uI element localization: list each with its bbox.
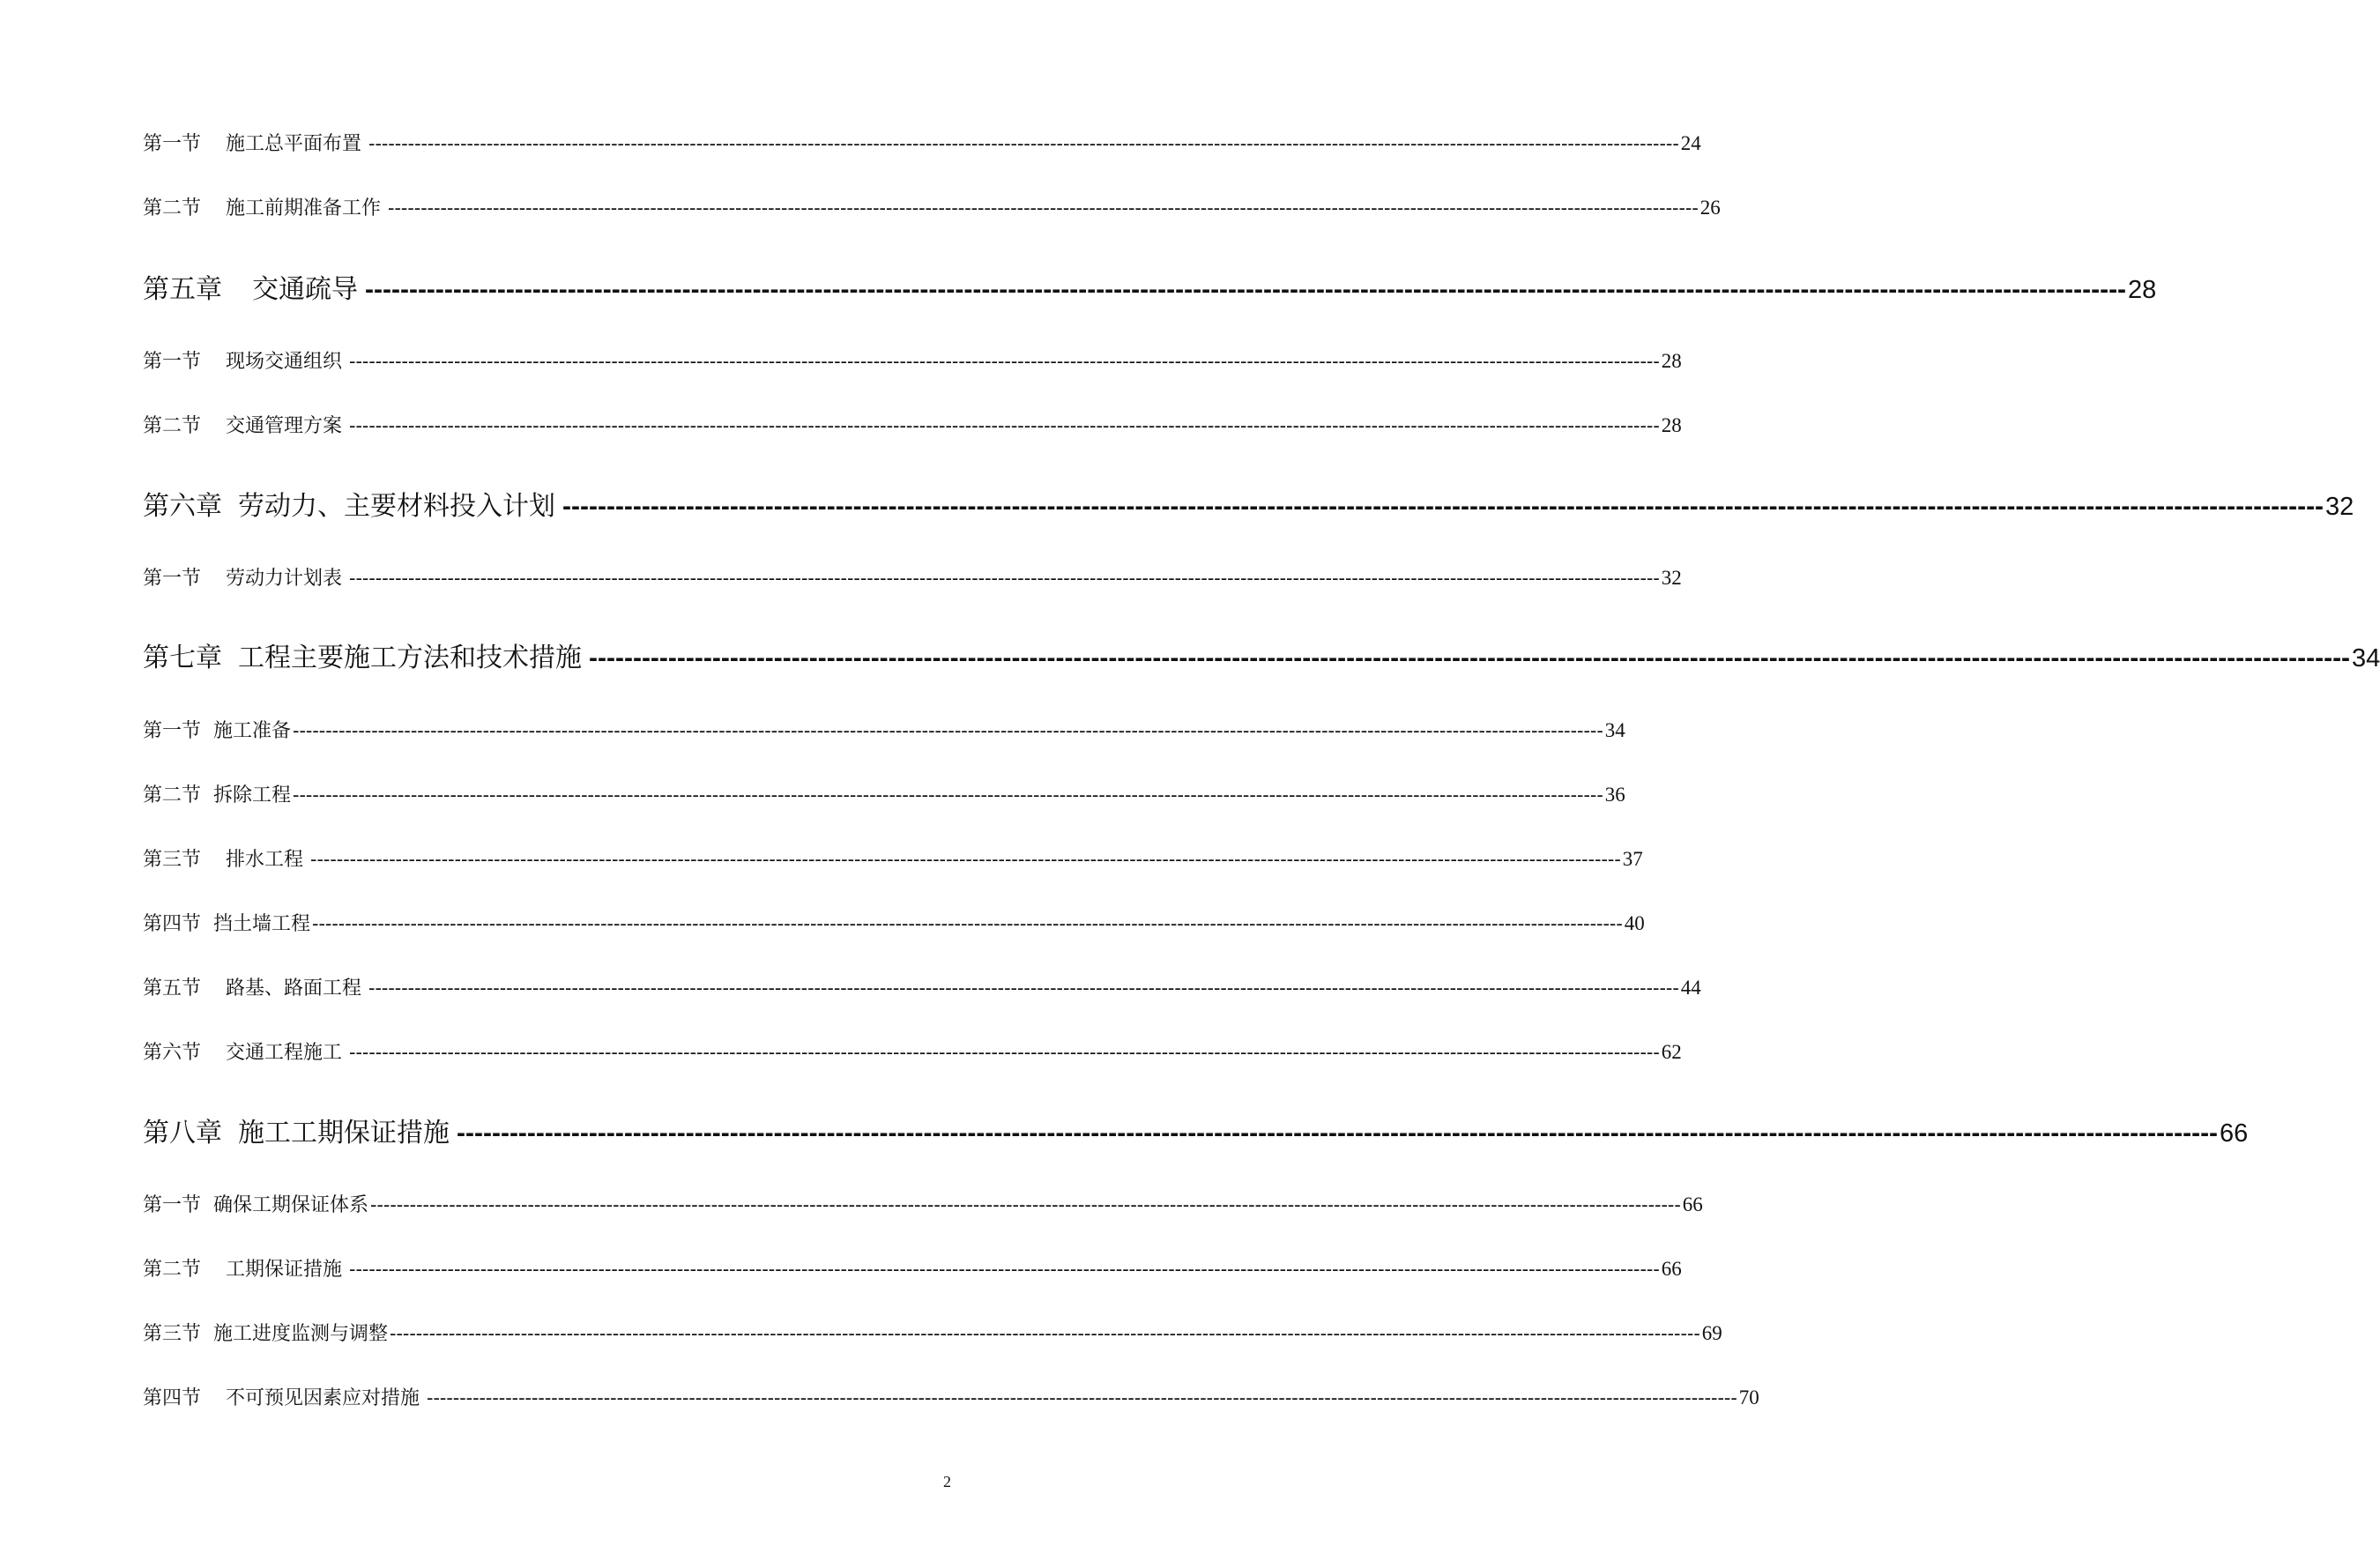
dot-leader: -------------------------------------------------------------------------------------------------------------------------------------------------------------------------------------------------------- [349,568,1660,590]
toc-entry-label: 第三节 [143,1323,202,1345]
toc-entry-label: 第六章 [143,491,222,522]
dot-leader: -------------------------------------------------------------------------------------------------------------------------------------------------------------------------------------------------------- [457,1119,2219,1148]
toc-entry[interactable] [143,195,1721,221]
toc-entry-title: 工程主要施工方法和技术措施 [238,643,582,673]
toc-chapter-entry[interactable] [143,641,2380,676]
toc-entry-label: 第二节 [143,415,202,437]
toc-entry-page: 66 [1661,1258,1682,1280]
toc-entry-label: 第七章 [143,643,222,673]
toc-entry[interactable] [143,565,1682,591]
toc-entry-title: 不可预见因素应对措施 [226,1387,420,1409]
toc-entry-label: 第二节 [143,1259,202,1281]
toc-entry-title: 施工工期保证措施 [238,1118,450,1148]
toc-entry-page: 34 [1604,719,1625,741]
toc-entry-label: 第四节 [143,1387,202,1409]
toc-entry-label: 第一节 [143,720,202,742]
toc-chapter-entry[interactable] [143,1116,2249,1151]
dot-leader: -------------------------------------------------------------------------------------------------------------------------------------------------------------------------------------------------------- [427,1387,1737,1409]
dot-leader: -------------------------------------------------------------------------------------------------------------------------------------------------------------------------------------------------------- [388,197,1699,219]
toc-entry[interactable] [143,1256,1682,1282]
toc-chapter-entry[interactable] [143,489,2354,524]
toc-entry-title: 施工前期准备工作 [226,197,382,219]
toc-chapter-entry[interactable] [143,272,2157,308]
dot-leader: -------------------------------------------------------------------------------------------------------------------------------------------------------------------------------------------------------- [349,415,1660,437]
dot-leader: -------------------------------------------------------------------------------------------------------------------------------------------------------------------------------------------------------- [349,1042,1660,1064]
toc-entry-label: 第一节 [143,568,202,590]
dot-leader: -------------------------------------------------------------------------------------------------------------------------------------------------------------------------------------------------------- [370,1194,1681,1216]
toc-entry-title: 劳动力、主要材料投入计划 [238,491,555,522]
toc-entry-title: 工期保证措施 [226,1259,343,1281]
toc-entry-label: 第一节 [143,133,202,155]
dot-leader: -------------------------------------------------------------------------------------------------------------------------------------------------------------------------------------------------------- [589,643,2351,673]
toc-entry[interactable] [143,1320,1722,1347]
dot-leader: -------------------------------------------------------------------------------------------------------------------------------------------------------------------------------------------------------- [368,133,1679,155]
toc-entry[interactable] [143,717,1625,744]
toc-entry-label: 第二节 [143,197,202,219]
toc-entry-page: 32 [2325,493,2354,521]
toc-entry-label: 第六节 [143,1042,202,1064]
toc-entry-page: 62 [1661,1041,1682,1063]
dot-leader: -------------------------------------------------------------------------------------------------------------------------------------------------------------------------------------------------------- [390,1323,1700,1345]
toc-entry-page: 28 [1661,414,1682,436]
toc-entry-page: 66 [2220,1119,2249,1148]
toc-entry-page: 28 [1661,350,1682,372]
toc-entry-label: 第一节 [143,1194,202,1216]
dot-leader: -------------------------------------------------------------------------------------------------------------------------------------------------------------------------------------------------------- [349,1259,1660,1281]
toc-entry[interactable] [143,911,1645,937]
toc-entry[interactable] [143,782,1625,808]
toc-entry-title: 现场交通组织 [226,351,343,373]
dot-leader: -------------------------------------------------------------------------------------------------------------------------------------------------------------------------------------------------------- [293,720,1603,742]
toc-entry[interactable] [143,130,1701,157]
toc-entry-page: 26 [1699,197,1721,219]
toc-entry-page: 32 [1661,567,1682,589]
toc-entry-title: 挡土墙工程 [213,913,311,935]
toc-entry-label: 第三节 [143,849,202,871]
dot-leader: -------------------------------------------------------------------------------------------------------------------------------------------------------------------------------------------------------- [312,913,1623,935]
toc-entry-title: 施工总平面布置 [226,133,362,155]
toc-entry-title: 交通工程施工 [226,1042,343,1064]
toc-entry-page: 40 [1624,912,1645,934]
toc-entry-page: 70 [1738,1386,1759,1408]
dot-leader: -------------------------------------------------------------------------------------------------------------------------------------------------------------------------------------------------------- [562,492,2324,521]
dot-leader: -------------------------------------------------------------------------------------------------------------------------------------------------------------------------------------------------------- [368,977,1679,1000]
dot-leader: -------------------------------------------------------------------------------------------------------------------------------------------------------------------------------------------------------- [293,784,1603,806]
toc-entry-label: 第四节 [143,913,202,935]
toc-entry[interactable] [143,1192,1703,1218]
toc-entry-label: 第一节 [143,351,202,373]
toc-entry-page: 24 [1680,132,1701,154]
toc-entry-title: 路基、路面工程 [226,977,362,1000]
toc-entry[interactable] [143,348,1682,375]
toc-entry-title: 施工进度监测与调整 [213,1323,389,1345]
toc-entry-title: 交通疏导 [252,274,358,305]
toc-entry[interactable] [143,975,1701,1001]
dot-leader: -------------------------------------------------------------------------------------------------------------------------------------------------------------------------------------------------------- [310,849,1621,871]
toc-entry[interactable] [143,413,1682,439]
toc-entry-page: 66 [1682,1193,1703,1215]
toc-entry-title: 劳动力计划表 [226,568,343,590]
toc-entry[interactable] [143,1385,1759,1411]
toc-entry[interactable] [143,1039,1682,1066]
toc-entry-title: 施工准备 [213,720,292,742]
toc-entry-page: 44 [1680,977,1701,999]
toc-entry-title: 交通管理方案 [226,415,343,437]
toc-entry-label: 第五章 [143,274,222,305]
toc-entry-page: 28 [2128,276,2157,304]
page-number: 2 [943,1473,951,1490]
toc-entry-page: 34 [2352,644,2380,673]
toc-entry-title: 拆除工程 [213,784,292,806]
toc-entry-page: 36 [1604,784,1625,806]
toc-entry-page: 69 [1701,1322,1722,1344]
toc-entry-label: 第八章 [143,1118,222,1148]
dot-leader: -------------------------------------------------------------------------------------------------------------------------------------------------------------------------------------------------------- [365,275,2127,304]
toc-entry-title: 排水工程 [226,849,304,871]
toc-entry[interactable] [143,846,1643,873]
toc-entry-page: 37 [1622,848,1643,870]
dot-leader: -------------------------------------------------------------------------------------------------------------------------------------------------------------------------------------------------------- [349,351,1660,373]
toc-entry-label: 第五节 [143,977,202,1000]
toc-entry-title: 确保工期保证体系 [213,1194,369,1216]
toc-entry-label: 第二节 [143,784,202,806]
